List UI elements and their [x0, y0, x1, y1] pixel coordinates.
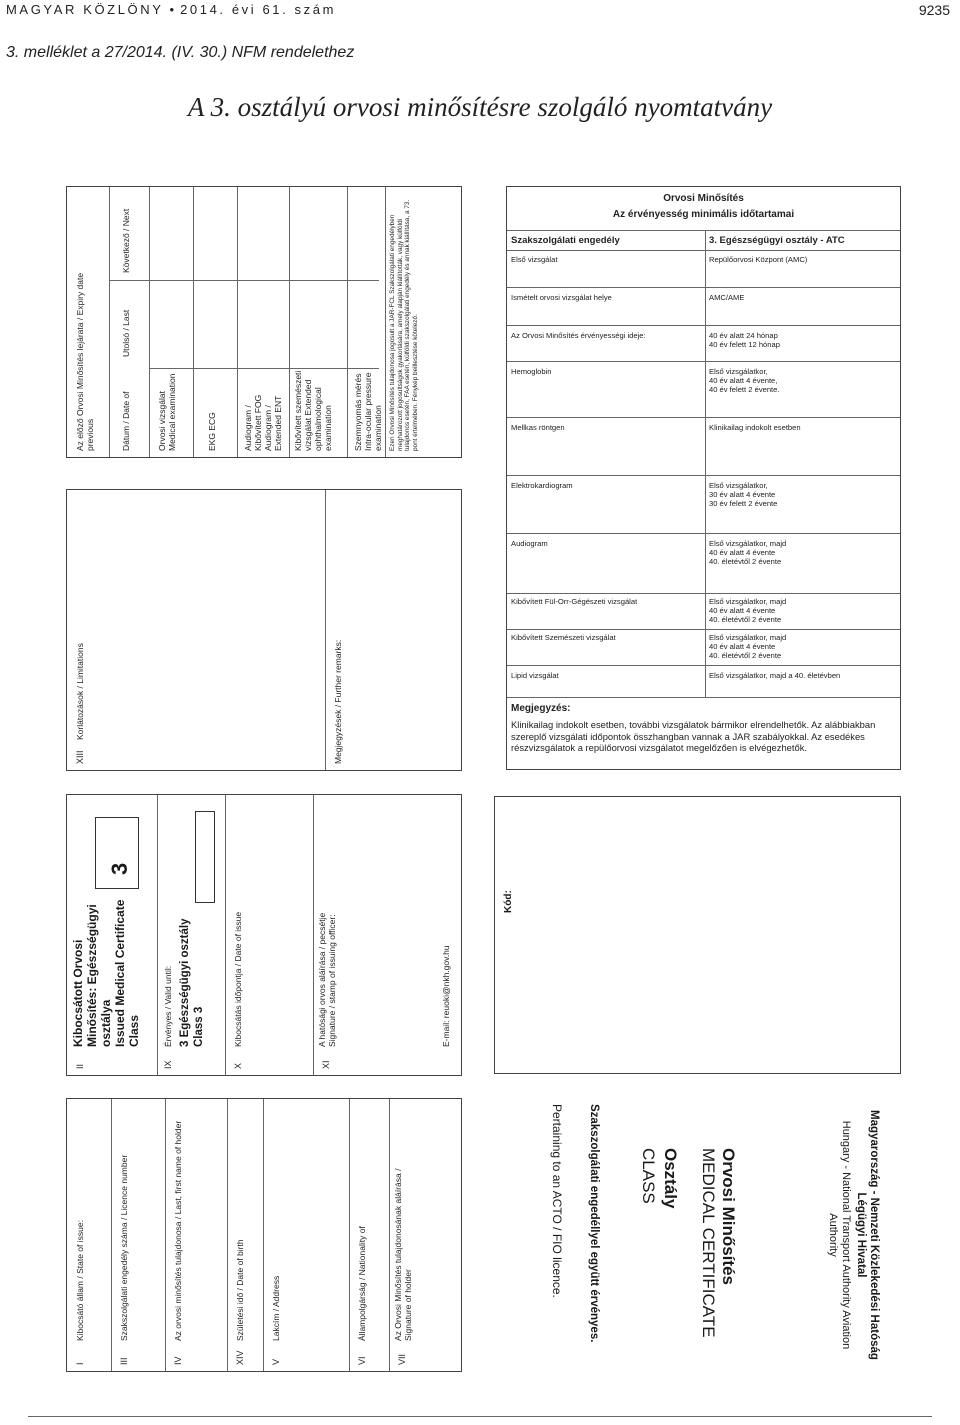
row-v-num: V: [271, 1358, 281, 1365]
expiry-panel: [66, 186, 462, 458]
authority-en: Hungary - National Transport Authority Aviation Authority: [827, 1120, 852, 1350]
col-last: Utolsó / Last: [121, 309, 131, 357]
authority-hu: Magyarország - Nemzeti Közlekedési Hatóság Légügyi Hivatal: [855, 1110, 880, 1360]
amc-col-left: Szakszolgálati engedély: [511, 235, 620, 246]
expiry-heading: Az előző Orvosi Minősítés lejárata / Expiry date previous: [75, 272, 95, 451]
row-iv-num: IV: [173, 1356, 183, 1365]
row-xi: XI: [321, 1060, 331, 1069]
amc-row-ecg-v3: 30 év felett 2 évente: [709, 499, 778, 508]
row-ix: IX: [163, 1060, 173, 1069]
amc-row-ecg: Elektrokardiogram: [511, 481, 573, 490]
amc-row-audiogram-v1: Első vizsgálatkor, majd: [709, 539, 787, 548]
cover-cert-en: MEDICAL CERTIFICATE: [699, 1148, 718, 1338]
cover-cert-hu: Orvosi Minősítés: [719, 1148, 738, 1285]
stamp-label-hu: A hatósági orvos aláírása / pecsétje: [317, 912, 327, 1047]
date-of-issue-label: Kibocsátás időpontja / Date of issue: [233, 911, 243, 1047]
holder-panel: [66, 1098, 462, 1372]
amc-panel: [506, 186, 901, 770]
amc-row-ent: Kibővített Fül-Orr-Gégészeti vizsgálat: [511, 597, 638, 606]
nationality: Állampolgárság / Nationality of: [357, 1226, 367, 1341]
cover-class-hu: Osztály: [661, 1148, 680, 1209]
issued-panel: [66, 794, 462, 1076]
amc-row-validity-v2: 40 év felett 12 hónap: [709, 340, 780, 349]
cover-pertaining: Pertaining to an ACTO / FIO licence.: [550, 1104, 564, 1298]
page-number: 9235: [918, 2, 950, 18]
cover-panel: [520, 1104, 890, 1366]
row-xiv-num: XIV: [235, 1350, 245, 1365]
amc-row-validity: Az Orvosi Minősítés érvényességi ideje:: [511, 331, 646, 340]
row-ophthalmology: Kibővített szemészeti vizsgálat Extended ophthalmological examination: [293, 370, 333, 451]
holder-name: Az orvosi minősítés tulajdonosa / Last, first name of holder: [173, 1120, 183, 1341]
row-vii-num: VII: [397, 1353, 407, 1365]
amc-row-first-exam: Első vizsgálat: [511, 255, 558, 264]
amc-row-first-exam-value: Repülőorvosi Központ (AMC): [709, 255, 808, 264]
amc-row-ophthalmology-v2: 40 év alatt 4 évente: [709, 642, 776, 651]
amc-row-lipid: Lipid vizsgálat: [511, 671, 559, 680]
stamp-label-en: Signature / stamp of issuing officer:: [327, 914, 337, 1047]
amc-row-ophthalmology-v3: 40. életévtől 2 évente: [709, 651, 782, 660]
class-hu: 3 Egészségügyi osztály: [179, 918, 191, 1047]
amc-row-audiogram-v2: 40 év alatt 4 évente: [709, 548, 776, 557]
form-title: A 3. osztályú orvosi minősítésre szolgáló nyomtatvány: [187, 92, 773, 122]
holder-signature: Az Orvosi Minősítés tulajdonosának aláírása / Signature of holder: [393, 1168, 413, 1341]
row-ecg: EKG ECG: [207, 412, 217, 451]
issue-number: 2014. évi 61. szám: [180, 2, 336, 17]
amc-title: Orvosi Minősítés: [663, 193, 744, 204]
amc-row-ent-v2: 40 év alatt 4 évente: [709, 606, 776, 615]
amc-row-hemoglobin-v2: 40 év alatt 4 évente,: [709, 376, 778, 385]
kod-label: Kód:: [503, 890, 514, 913]
amc-row-ophthalmology-v1: Első vizsgálatkor, majd: [709, 633, 787, 642]
amc-col-right: 3. Egészségügyi osztály - ATC: [709, 235, 845, 246]
amc-row-chest-xray: Mellkas röntgen: [511, 423, 565, 432]
issued-title-hu: Kibocsátott Orvosi Minősítés: Egészségügyi osztálya: [71, 904, 113, 1047]
class-en: Class 3: [193, 1006, 205, 1047]
amc-row-repeat-exam-value: AMC/AME: [709, 293, 745, 302]
row-i-num: I: [75, 1362, 85, 1365]
issued-title-en: Issued Medical Certificate Class: [113, 899, 141, 1047]
col-date: Dátum / Date of: [121, 391, 131, 451]
amc-row-ent-v3: 40. életévtől 2 évente: [709, 615, 782, 624]
amc-row-hemoglobin-v1: Első vizsgálatkor,: [709, 367, 768, 376]
amc-note-text: Klinikailag indokolt esetben, további vizsgálatok bármikor elrendelhetők. Az alábbiakban szereplő vizsgálati időpontok összhangban vannak a JAR szabályokkal. Az esedékes részvizsgálatok a repülőorvosi vizsgálatot megelőzően is elvégezhetők.: [511, 719, 876, 753]
amc-row-ophthalmology: Kibővített Szemészeti vizsgálat: [511, 633, 616, 642]
amc-row-audiogram-v3: 40. életévtől 2 évente: [709, 557, 782, 566]
licence-number: Szakszolgálati engedély száma / Licence number: [119, 1154, 129, 1341]
row-xiii: XIII: [75, 750, 85, 764]
row-iii-num: III: [119, 1357, 129, 1365]
date-of-birth: Születési idő / Date of birth: [235, 1239, 245, 1341]
amc-row-hemoglobin: Hemoglobin: [511, 367, 552, 376]
limitations-panel: [66, 489, 462, 771]
row-medical-exam: Orvosi vizsgálat Medical examination: [157, 373, 177, 451]
valid-until-label: Érvényes / Valid until:: [163, 965, 173, 1047]
amc-row-ent-v1: Első vizsgálatkor, majd: [709, 597, 787, 606]
expiry-note: Ezen Orvosi Minősítés tulajdonosa jogosult a JAR-FCL Szakszolgálati engedélyben meghatározott jogosultságok gyakorlására, amely alapján kiállították, vagy külföldi tulajdonos esetén, FAA esetén, külföldi szakszolgálati engedély és annak kiállítása, a 73. pont értelmében. Fénykép beillesztése kötelező.: [389, 199, 419, 451]
running-header: MAGYAR KÖZLÖNY • 2014. évi 61. szám: [6, 2, 336, 17]
cover-class-en: CLASS: [639, 1148, 658, 1204]
amc-row-audiogram: Audiogram: [511, 539, 548, 548]
amc-row-ecg-v2: 30 év alatt 4 évente: [709, 490, 776, 499]
amc-row-repeat-exam: Ismételt orvosi vizsgálat helye: [511, 293, 612, 302]
state-of-issue: Kibocsátó állam / State of issue:: [75, 1220, 85, 1341]
amc-row-ecg-v1: Első vizsgálatkor,: [709, 481, 768, 490]
amc-note-title: Megjegyzés:: [511, 703, 571, 714]
address: Lakcím / Address: [271, 1275, 281, 1341]
row-ii: II: [75, 1063, 85, 1069]
kod-panel: [494, 796, 901, 1074]
amc-row-lipid-value: Első vizsgálatkor, majd a 40. életévben: [709, 671, 841, 680]
class-number: 3: [107, 862, 132, 875]
row-vi-num: VI: [357, 1356, 367, 1365]
bottom-rule: [28, 1416, 932, 1417]
row-x: X: [233, 1062, 243, 1069]
row-iop: Szemnyomás mérés Intra-ocular pressure examination: [353, 372, 383, 451]
row-audiogram: Audiogram / Kibővített FOG Audiogram / Extended ENT: [243, 394, 283, 451]
email: E-mail: reuoki@nkh.gov.hu: [441, 945, 451, 1047]
limitations-label: Korlátozások / Limitations: [75, 643, 85, 740]
amc-row-validity-v1: 40 év alatt 24 hónap: [709, 331, 778, 340]
remarks-label: Megjegyzések / Further remarks:: [333, 639, 343, 764]
cover-valid-with: Szakszolgálati engedéllyel együtt érvényes.: [588, 1104, 600, 1343]
journal-name: MAGYAR KÖZLÖNY: [6, 2, 164, 17]
amc-row-chest-xray-value: Klinikailag indokolt esetben: [709, 423, 801, 432]
amc-subtitle: Az érvényesség minimális időtartamai: [612, 209, 795, 220]
amc-row-hemoglobin-v3: 40 év felett 2 évente.: [709, 385, 780, 394]
col-next: Következő / Next: [121, 208, 131, 273]
annex-title: 3. melléklet a 27/2014. (IV. 30.) NFM rendelethez: [6, 44, 355, 61]
